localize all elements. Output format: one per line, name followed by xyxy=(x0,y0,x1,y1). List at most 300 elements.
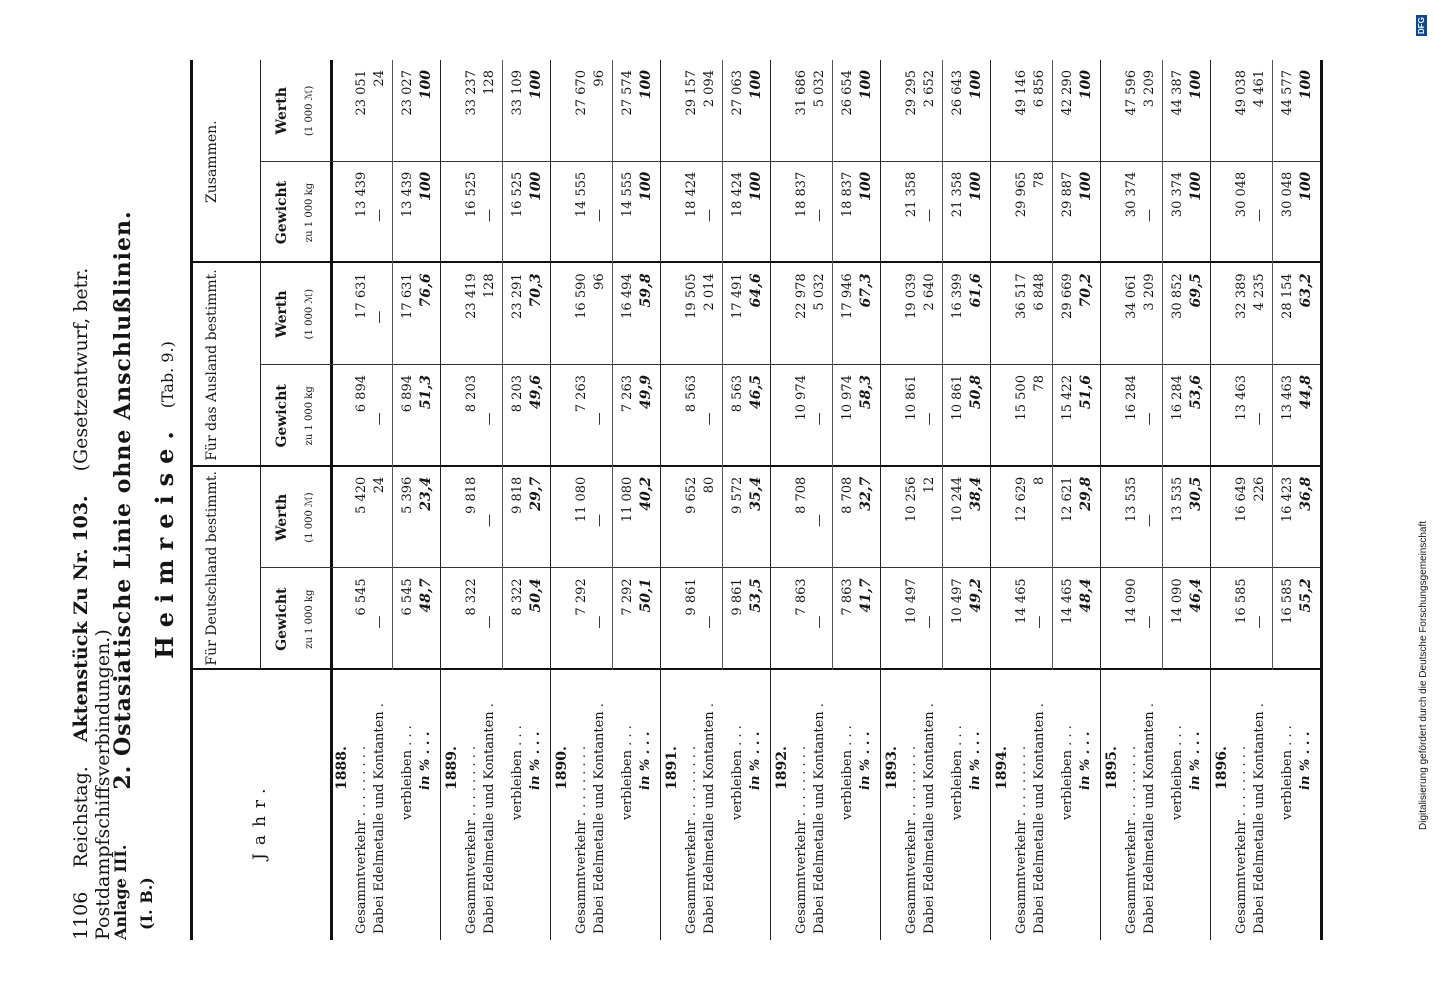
cell-edel: — xyxy=(812,412,827,426)
cell-edel: — xyxy=(1142,412,1157,426)
year-label: 1891. xyxy=(664,746,680,790)
cell-rest: 7 263 xyxy=(620,375,635,413)
cell-edel: 5 032 xyxy=(812,273,827,311)
cell-edel: 24 xyxy=(372,70,387,87)
row-label-rest: verbleiben . . . xyxy=(1170,725,1185,820)
cell-rest: 5 396 xyxy=(400,476,415,514)
cell-pct: 100 xyxy=(528,171,544,201)
row-label-pct: in % . . . xyxy=(638,731,653,790)
cell-pct: 46,5 xyxy=(748,375,764,410)
cell-total: 16 585 xyxy=(1234,578,1249,624)
cell-pct: 46,4 xyxy=(1188,578,1204,613)
cell-rest: 30 374 xyxy=(1170,171,1185,218)
subtotal-rule xyxy=(1272,60,1273,670)
cell-edel: — xyxy=(592,514,607,528)
subtotal-rule xyxy=(1052,60,1053,670)
cell-edel: — xyxy=(922,412,937,426)
cell-edel: — xyxy=(592,615,607,629)
digitization-note: Digitalisierung gefördert durch die Deutsche Forschungsgemeinschaft xyxy=(1418,520,1429,830)
cell-total: 29 965 xyxy=(1014,171,1029,218)
cell-total: 14 090 xyxy=(1124,578,1139,624)
year-label: 1890. xyxy=(554,746,570,790)
row-label-pct: in % . . . xyxy=(1188,731,1203,790)
cell-rest: 7 292 xyxy=(620,578,635,616)
cell-pct: 51,3 xyxy=(418,375,434,410)
cell-edel: — xyxy=(812,615,827,629)
cell-pct: 70,3 xyxy=(528,273,544,308)
cell-pct: 100 xyxy=(748,171,764,201)
cell-edel: 2 014 xyxy=(702,273,717,311)
cell-total: 21 358 xyxy=(904,171,919,218)
cell-pct: 63,2 xyxy=(1298,273,1314,308)
cell-rest: 13 463 xyxy=(1280,375,1295,421)
cell-edel: 5 032 xyxy=(812,70,827,108)
cell-rest: 8 708 xyxy=(840,476,855,514)
cell-edel: — xyxy=(482,412,497,426)
cell-pct: 100 xyxy=(418,70,434,100)
cell-pct: 100 xyxy=(638,171,654,201)
year-label: 1896. xyxy=(1214,746,1230,790)
group-header-2: Zusammen. xyxy=(204,120,220,203)
group-header-1: Für das Ausland bestimmt. xyxy=(204,269,220,461)
cell-total: 10 497 xyxy=(904,578,919,624)
cell-edel: — xyxy=(592,412,607,426)
cell-edel: — xyxy=(702,412,717,426)
year-label: 1892. xyxy=(774,746,790,790)
row-label-total: Gesammtverkehr . . . . . . . . . xyxy=(794,745,809,934)
row-label-pct: in % . . . xyxy=(418,731,433,790)
col-unit-0: zu 1 000 kg xyxy=(304,589,315,649)
cell-edel: — xyxy=(702,209,717,223)
running-header xyxy=(70,0,114,940)
cell-pct: 100 xyxy=(1188,70,1204,100)
cell-total: 16 649 xyxy=(1234,476,1249,523)
table-top-rule xyxy=(190,60,193,940)
cell-pct: 100 xyxy=(858,171,874,201)
col-label-0: Gewicht xyxy=(274,587,290,651)
cell-rest: 18 424 xyxy=(730,171,745,218)
cell-total: 19 505 xyxy=(684,273,699,319)
cell-rest: 44 577 xyxy=(1280,70,1295,116)
cell-rest: 42 290 xyxy=(1060,70,1075,116)
row-label-edel: Dabei Edelmetalle und Kontanten . xyxy=(1142,703,1157,934)
cell-pct: 70,2 xyxy=(1078,273,1094,308)
cell-rest: 26 654 xyxy=(840,70,855,116)
cell-pct: 67,3 xyxy=(858,273,874,308)
row-label-total: Gesammtverkehr . . . . . . . . . xyxy=(684,745,699,934)
cell-total: 36 517 xyxy=(1014,273,1029,319)
col-label-3: Werth xyxy=(274,290,290,338)
cell-rest: 23 027 xyxy=(400,70,415,116)
cell-total: 13 535 xyxy=(1124,476,1139,523)
cell-pct: 53,6 xyxy=(1188,375,1204,410)
cell-rest: 16 494 xyxy=(620,273,635,319)
row-label-pct: in % . . . xyxy=(1298,731,1313,790)
cell-rest: 30 048 xyxy=(1280,171,1295,218)
cell-pct: 100 xyxy=(858,70,874,100)
header-middle: Aktenstück Zu Nr. 103. xyxy=(70,495,92,743)
cell-pct: 32,7 xyxy=(858,476,874,511)
row-label-pct: in % . . . xyxy=(748,731,763,790)
group-header-0: Für Deutschland bestimmt. xyxy=(204,471,220,666)
cell-rest: 8 563 xyxy=(730,375,745,413)
cell-edel: — xyxy=(1142,209,1157,223)
cell-edel: — xyxy=(1142,615,1157,629)
row-label-edel: Dabei Edelmetalle und Kontanten . xyxy=(922,703,937,934)
cell-edel: 6 856 xyxy=(1032,70,1047,108)
row-label-total: Gesammtverkehr . . . . . . . . . xyxy=(1124,745,1139,934)
cell-rest: 9 818 xyxy=(510,476,525,514)
cell-total: 49 038 xyxy=(1234,70,1249,116)
row-label-pct: in % . . . xyxy=(968,731,983,790)
cell-rest: 10 497 xyxy=(950,578,965,624)
cell-edel: — xyxy=(372,412,387,426)
cell-total: 8 322 xyxy=(464,578,479,616)
year-rule xyxy=(1210,60,1211,940)
cell-total: 7 263 xyxy=(574,375,589,413)
cell-rest: 16 585 xyxy=(1280,578,1295,624)
col-rule xyxy=(190,261,1320,263)
cell-total: 8 563 xyxy=(684,375,699,413)
cell-total: 17 631 xyxy=(354,273,369,319)
cell-edel: 2 094 xyxy=(702,70,717,108)
cell-edel: 78 xyxy=(1032,171,1047,189)
cell-total: 6 894 xyxy=(354,375,369,413)
cell-edel: 3 209 xyxy=(1142,70,1157,108)
cell-total: 13 439 xyxy=(354,171,369,218)
cell-rest: 29 669 xyxy=(1060,273,1075,319)
cell-pct: 36,8 xyxy=(1298,476,1314,511)
cell-pct: 100 xyxy=(528,70,544,100)
cell-pct: 100 xyxy=(638,70,654,100)
row-label-edel: Dabei Edelmetalle und Kontanten . xyxy=(1252,703,1267,934)
cell-total: 31 686 xyxy=(794,70,809,116)
cell-edel: — xyxy=(1142,514,1157,528)
cell-edel: — xyxy=(1252,209,1267,223)
year-label: 1893. xyxy=(884,746,900,790)
col-unit-2: zu 1 000 kg xyxy=(304,386,315,446)
cell-total: 30 374 xyxy=(1124,171,1139,218)
col-unit-3: (1 000 ℳ) xyxy=(304,289,315,340)
cell-total: 32 389 xyxy=(1234,273,1249,319)
cell-rest: 44 387 xyxy=(1170,70,1185,116)
cell-edel: — xyxy=(482,514,497,528)
row-label-rest: verbleiben . . . xyxy=(400,725,415,820)
row-label-edel: Dabei Edelmetalle und Kontanten . xyxy=(1032,703,1047,934)
cell-rest: 11 080 xyxy=(620,476,635,523)
year-label: 1894. xyxy=(994,746,1010,790)
cell-total: 10 256 xyxy=(904,476,919,523)
cell-total: 49 146 xyxy=(1014,70,1029,116)
cell-pct: 55,2 xyxy=(1298,578,1314,613)
cell-total: 16 525 xyxy=(464,171,479,218)
col-rule xyxy=(190,465,1320,467)
cell-pct: 100 xyxy=(1078,171,1094,201)
cell-total: 15 500 xyxy=(1014,375,1029,421)
row-label-rest: verbleiben . . . xyxy=(1060,725,1075,820)
header-right: (Gesetzentwurf, betr. Postdampfschiffsverbindungen.) xyxy=(70,267,114,940)
cell-pct: 49,6 xyxy=(528,375,544,410)
col-rule xyxy=(260,161,1320,162)
cell-pct: 23,4 xyxy=(418,476,434,511)
cell-edel: — xyxy=(482,209,497,223)
cell-edel: 12 xyxy=(922,476,937,494)
subtotal-rule xyxy=(1162,60,1163,670)
cell-total: 8 203 xyxy=(464,375,479,413)
cell-rest: 6 894 xyxy=(400,375,415,413)
col-label-2: Gewicht xyxy=(274,384,290,448)
cell-pct: 100 xyxy=(1188,171,1204,201)
cell-pct: 100 xyxy=(1298,171,1314,201)
cell-rest: 10 244 xyxy=(950,476,965,523)
dfg-logo: DFG xyxy=(1417,17,1426,34)
cell-pct: 76,6 xyxy=(418,273,434,308)
cell-pct: 69,5 xyxy=(1188,273,1204,308)
annex-line2: (I. B.) xyxy=(136,877,156,930)
cell-edel: — xyxy=(1252,615,1267,629)
col-unit-5: (1 000 ℳ) xyxy=(304,85,315,136)
col-label-4: Gewicht xyxy=(274,180,290,245)
row-label-rest: verbleiben . . . xyxy=(620,725,635,820)
cell-rest: 13 535 xyxy=(1170,476,1185,523)
col-label-1: Werth xyxy=(274,493,290,542)
cell-rest: 7 863 xyxy=(840,578,855,616)
cell-rest: 17 631 xyxy=(400,273,415,319)
cell-edel: — xyxy=(372,209,387,223)
cell-total: 9 818 xyxy=(464,476,479,514)
cell-total: 14 555 xyxy=(574,171,589,218)
row-label-pct: in % . . . xyxy=(1078,731,1093,790)
cell-total: 16 284 xyxy=(1124,375,1139,421)
cell-pct: 100 xyxy=(1078,70,1094,100)
row-label-rest: verbleiben . . . xyxy=(730,725,745,820)
row-label-pct: in % . . . xyxy=(528,731,543,790)
year-rule xyxy=(440,60,441,940)
year-rule xyxy=(770,60,771,940)
page-number: 1106 xyxy=(70,891,92,940)
cell-total: 27 670 xyxy=(574,70,589,116)
row-label-rest: verbleiben . . . xyxy=(1280,725,1295,820)
cell-total: 23 419 xyxy=(464,273,479,319)
cell-edel: — xyxy=(372,615,387,629)
year-rule xyxy=(1100,60,1101,940)
cell-edel: 8 xyxy=(1032,476,1047,485)
col-rule xyxy=(260,364,1320,365)
cell-edel: — xyxy=(1032,615,1047,629)
cell-pct: 50,4 xyxy=(528,578,544,613)
cell-edel: 3 209 xyxy=(1142,273,1157,311)
year-rule xyxy=(550,60,551,940)
subtitle-text: Heimreise. xyxy=(150,422,179,659)
cell-rest: 27 574 xyxy=(620,70,635,116)
cell-total: 18 424 xyxy=(684,171,699,218)
cell-rest: 10 974 xyxy=(840,375,855,421)
cell-rest: 6 545 xyxy=(400,578,415,616)
cell-edel: 80 xyxy=(702,476,717,494)
row-label-edel: Dabei Edelmetalle und Kontanten . xyxy=(812,703,827,934)
cell-edel: 96 xyxy=(592,70,607,87)
cell-total: 9 652 xyxy=(684,476,699,514)
cell-edel: — xyxy=(702,615,717,629)
cell-total: 7 292 xyxy=(574,578,589,616)
cell-rest: 16 423 xyxy=(1280,476,1295,523)
cell-total: 22 978 xyxy=(794,273,809,319)
cell-pct: 100 xyxy=(968,171,984,201)
cell-rest: 16 284 xyxy=(1170,375,1185,421)
cell-pct: 41,7 xyxy=(858,578,874,613)
group-rule xyxy=(260,60,261,670)
cell-edel: — xyxy=(592,209,607,223)
cell-total: 19 039 xyxy=(904,273,919,319)
cell-edel: 226 xyxy=(1252,476,1267,502)
label-col-rule xyxy=(190,668,1320,670)
cell-rest: 8 322 xyxy=(510,578,525,616)
cell-total: 5 420 xyxy=(354,476,369,514)
cell-rest: 26 643 xyxy=(950,70,965,116)
row-label-edel: Dabei Edelmetalle und Kontanten . xyxy=(702,703,717,934)
cell-edel: 96 xyxy=(592,273,607,290)
cell-edel: 4 461 xyxy=(1252,70,1267,108)
subtotal-rule xyxy=(832,60,833,670)
cell-pct: 40,2 xyxy=(638,476,654,511)
cell-rest: 17 491 xyxy=(730,273,745,319)
cell-pct: 29,7 xyxy=(528,476,544,511)
cell-pct: 64,6 xyxy=(748,273,764,308)
cell-pct: 38,4 xyxy=(968,476,984,511)
cell-edel: 128 xyxy=(482,70,497,95)
cell-total: 10 974 xyxy=(794,375,809,421)
header-left: Reichstag. xyxy=(70,766,92,868)
cell-pct: 100 xyxy=(748,70,764,100)
subtotal-rule xyxy=(612,60,613,670)
cell-pct: 61,6 xyxy=(968,273,984,308)
cell-edel: — xyxy=(1252,412,1267,426)
cell-pct: 53,5 xyxy=(748,578,764,613)
cell-total: 8 708 xyxy=(794,476,809,514)
cell-rest: 14 465 xyxy=(1060,578,1075,624)
cell-edel: 78 xyxy=(1032,375,1047,392)
cell-edel: — xyxy=(372,310,387,324)
cell-edel: 4 235 xyxy=(1252,273,1267,311)
row-label-pct: in % . . . xyxy=(858,731,873,790)
cell-rest: 8 203 xyxy=(510,375,525,413)
cell-edel: — xyxy=(482,615,497,629)
cell-rest: 17 946 xyxy=(840,273,855,319)
year-label: 1895. xyxy=(1104,746,1120,790)
row-label-total: Gesammtverkehr . . . . . . . . . xyxy=(464,745,479,934)
year-rule xyxy=(990,60,991,940)
cell-total: 12 629 xyxy=(1014,476,1029,523)
subtotal-rule xyxy=(502,60,503,670)
cell-rest: 18 837 xyxy=(840,171,855,218)
cell-rest: 15 422 xyxy=(1060,375,1075,421)
cell-total: 33 237 xyxy=(464,70,479,116)
header-bottom-rule xyxy=(330,60,333,940)
row-label-total: Gesammtverkehr . . . . . . . . . xyxy=(1014,745,1029,934)
cell-rest: 12 621 xyxy=(1060,476,1075,523)
cell-pct: 48,4 xyxy=(1078,578,1094,613)
cell-rest: 23 291 xyxy=(510,273,525,319)
cell-total: 14 465 xyxy=(1014,578,1029,624)
cell-total: 34 061 xyxy=(1124,273,1139,319)
cell-total: 11 080 xyxy=(574,476,589,523)
cell-pct: 100 xyxy=(418,171,434,201)
cell-edel: 24 xyxy=(372,476,387,494)
table-bottom-rule xyxy=(1320,60,1323,940)
cell-pct: 48,7 xyxy=(418,578,434,613)
cell-pct: 51,6 xyxy=(1078,375,1094,410)
cell-rest: 28 154 xyxy=(1280,273,1295,319)
cell-rest: 27 063 xyxy=(730,70,745,116)
cell-pct: 50,8 xyxy=(968,375,984,410)
row-label-total: Gesammtverkehr . . . . . . . . . xyxy=(1234,745,1249,934)
cell-pct: 44,8 xyxy=(1298,375,1314,410)
row-label-edel: Dabei Edelmetalle und Kontanten . xyxy=(372,703,387,934)
cell-rest: 9 861 xyxy=(730,578,745,616)
cell-edel: — xyxy=(922,209,937,223)
cell-pct: 35,4 xyxy=(748,476,764,511)
annex-line1: Anlage III. xyxy=(111,844,130,940)
cell-total: 6 545 xyxy=(354,578,369,616)
col-rule xyxy=(260,567,1320,568)
cell-rest: 13 439 xyxy=(400,171,415,218)
cell-rest: 9 572 xyxy=(730,476,745,514)
subtitle-note: (Tab. 9.) xyxy=(158,341,177,409)
cell-edel: — xyxy=(812,209,827,223)
cell-total: 16 590 xyxy=(574,273,589,319)
row-label-edel: Dabei Edelmetalle und Kontanten . xyxy=(592,703,607,934)
cell-rest: 33 109 xyxy=(510,70,525,116)
row-label-total: Gesammtverkehr . . . . . . . . . xyxy=(904,745,919,934)
cell-pct: 100 xyxy=(968,70,984,100)
cell-total: 23 051 xyxy=(354,70,369,116)
cell-rest: 29 887 xyxy=(1060,171,1075,218)
cell-edel: 2 652 xyxy=(922,70,937,108)
cell-edel: — xyxy=(922,615,937,629)
year-rule xyxy=(660,60,661,940)
col-unit-4: zu 1 000 kg xyxy=(304,182,315,243)
cell-rest: 16 525 xyxy=(510,171,525,218)
row-label-total: Gesammtverkehr . . . . . . . . . xyxy=(574,745,589,934)
cell-rest: 16 399 xyxy=(950,273,965,319)
cell-pct: 49,9 xyxy=(638,375,654,410)
row-label-rest: verbleiben . . . xyxy=(510,725,525,820)
cell-rest: 14 555 xyxy=(620,171,635,218)
cell-pct: 30,5 xyxy=(1188,476,1204,511)
cell-total: 13 463 xyxy=(1234,375,1249,421)
cell-total: 47 596 xyxy=(1124,70,1139,116)
row-label-edel: Dabei Edelmetalle und Kontanten . xyxy=(482,703,497,934)
cell-total: 29 295 xyxy=(904,70,919,116)
cell-total: 29 157 xyxy=(684,70,699,116)
section-subtitle xyxy=(150,0,179,1000)
year-label: 1888. xyxy=(334,746,350,790)
col-unit-1: (1 000 ℳ) xyxy=(304,492,315,543)
cell-rest: 10 861 xyxy=(950,375,965,421)
row-label-rest: verbleiben . . . xyxy=(840,725,855,820)
year-rule xyxy=(880,60,881,940)
subtotal-rule xyxy=(942,60,943,670)
cell-total: 9 861 xyxy=(684,578,699,616)
cell-pct: 58,3 xyxy=(858,375,874,410)
col-label-5: Werth xyxy=(274,87,290,135)
cell-rest: 30 852 xyxy=(1170,273,1185,319)
cell-total: 30 048 xyxy=(1234,171,1249,218)
cell-total: 7 863 xyxy=(794,578,809,616)
cell-total: 18 837 xyxy=(794,171,809,218)
cell-edel: — xyxy=(812,514,827,528)
row-label-total: Gesammtverkehr . . . . . . . . . xyxy=(354,745,369,934)
